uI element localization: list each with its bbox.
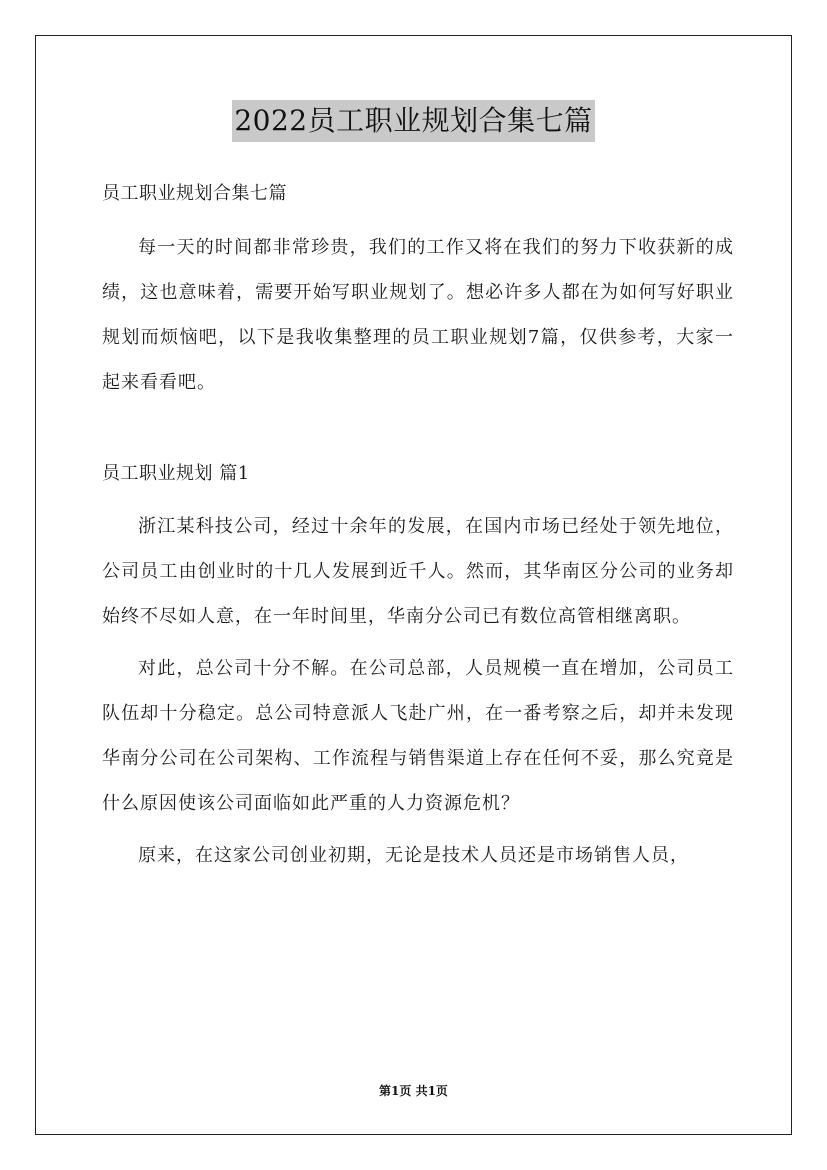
title-container bbox=[0, 100, 827, 142]
page-footer bbox=[0, 1082, 827, 1100]
document-body bbox=[102, 176, 734, 878]
intro-paragraph: 每一天的时间都非常珍贵，我们的工作又将在我们的努力下收获新的成绩，这也意味着，需要开始写职业规划了。想必许多人都在为如何写好职业规划而烦恼吧，以下是我收集整理的员工职业规划7篇，仅供参考，大家一起来看看吧。 bbox=[102, 237, 734, 393]
page-number: 第1页 共1页 bbox=[379, 1084, 448, 1098]
body-paragraph: 对此，总公司十分不解。在公司总部，人员规模一直在增加，公司员工队伍却十分稳定。总公司特意派人飞赴广州，在一番考察之后，却并未发现华南分公司在公司架构、工作流程与销售渠道上存在任何不妥，那么究竟是什么原因使该公司面临如此严重的人力资源危机？ bbox=[102, 658, 734, 814]
subtitle: 员工职业规划合集七篇 bbox=[102, 183, 287, 204]
section-heading: 员工职业规划 篇1 bbox=[102, 463, 250, 484]
document-title: 2022员工职业规划合集七篇 bbox=[232, 100, 594, 142]
body-paragraph: 原来，在这家公司创业初期，无论是技术人员还是市场销售人员， bbox=[138, 845, 689, 866]
body-paragraph: 浙江某科技公司，经过十余年的发展，在国内市场已经处于领先地位，公司员工由创业时的十几人发展到近千人。然而，其华南区分公司的业务却始终不尽如人意，在一年时间里，华南分公司已有数位高管相继离职。 bbox=[102, 516, 734, 627]
